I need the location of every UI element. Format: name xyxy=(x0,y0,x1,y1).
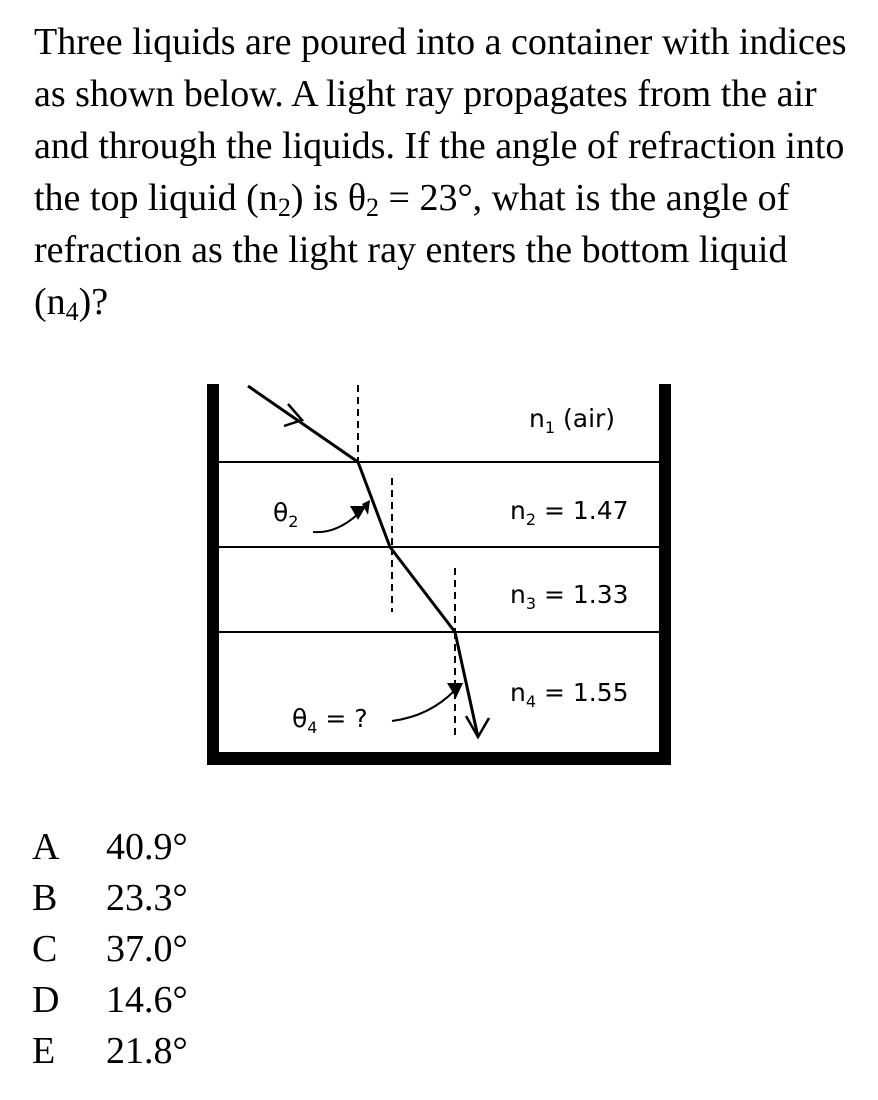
container-right-wall xyxy=(659,384,671,764)
choice-letter: D xyxy=(32,979,60,1021)
choice-a[interactable] xyxy=(32,822,188,873)
container-bottom-wall xyxy=(207,752,671,765)
choice-letter: E xyxy=(32,1030,56,1072)
light-ray xyxy=(248,386,478,737)
choice-value: 37.0° xyxy=(106,928,188,970)
layer-label-n4: $n_4 = 1.55$ xyxy=(510,678,629,711)
choice-letter: B xyxy=(32,877,58,919)
choice-letter: A xyxy=(32,826,60,868)
choice-value: 21.8° xyxy=(106,1030,188,1072)
theta4-angle-arc xyxy=(392,690,455,721)
theta2-angle-arc xyxy=(313,514,358,532)
question-subscript: 2 xyxy=(277,193,291,222)
layer-label-n1: $n_1$ (air) xyxy=(529,404,616,437)
refraction-diagram xyxy=(0,360,878,780)
question-subscript: 2 xyxy=(366,193,380,222)
choice-value: 40.9° xyxy=(106,826,188,868)
choice-letter: C xyxy=(32,928,58,970)
ray-arrowhead-bottom xyxy=(466,716,489,737)
choice-c[interactable] xyxy=(32,924,188,975)
choice-b[interactable] xyxy=(32,873,188,924)
theta2-label: $\theta_2$ xyxy=(273,498,299,531)
question-text: Three liquids are poured into a container with indices as shown below. A light ray propagates from the air and through the liquids. If the angle of refraction into the top liquid $(n_2)$ is $\theta_2 = 23^\circ$, what is the angle of refraction as the light ray enters the bottom liquid $(n_4)$? xyxy=(34,21,847,326)
layer-label-n2: $n_2 = 1.47$ xyxy=(510,496,629,529)
choice-e[interactable] xyxy=(32,1026,188,1077)
question-subscript: 4 xyxy=(65,297,79,326)
choice-value: 14.6° xyxy=(106,979,188,1021)
answer-choices xyxy=(32,822,188,1077)
choice-d[interactable] xyxy=(32,975,188,1026)
layer-label-n3: $n_3 = 1.33$ xyxy=(510,580,629,613)
container-left-wall xyxy=(207,384,219,764)
choice-value: 23.3° xyxy=(106,877,188,919)
theta4-label: $\theta_4$ = ? xyxy=(292,704,368,737)
